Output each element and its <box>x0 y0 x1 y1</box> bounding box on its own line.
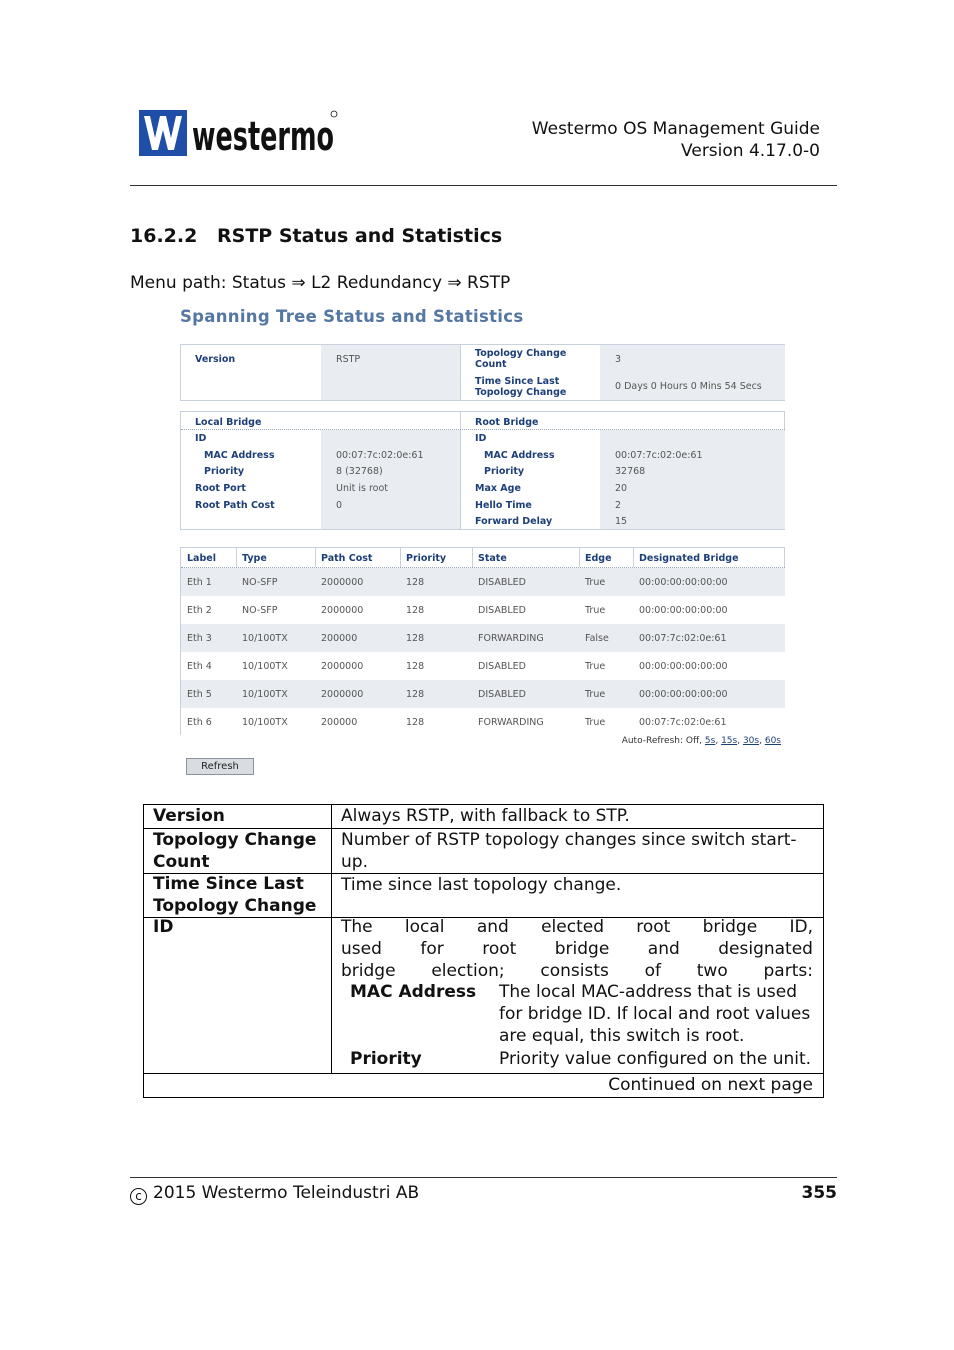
term-line: Time Since Last <box>153 874 304 894</box>
local-priority-value: 8 (32768) <box>336 466 383 477</box>
column-header: State <box>478 553 507 564</box>
auto-refresh-30s-link[interactable]: 30s <box>742 736 760 746</box>
column-header: Type <box>242 553 267 564</box>
menu-path: Menu path: Status ⇒ L2 Redundancy ⇒ RSTP <box>130 273 511 293</box>
table-cell: DISABLED <box>478 661 526 672</box>
auto-refresh-15s-link[interactable]: 15s <box>721 736 738 746</box>
table-cell: False <box>585 633 609 644</box>
description-table <box>143 804 824 1098</box>
time-since-label: Time Since Last Topology Change <box>475 376 567 398</box>
definition-line: are equal, this switch is root. <box>499 1026 745 1046</box>
column-header: Path Cost <box>321 553 373 564</box>
id-definition-line-1 <box>341 916 813 938</box>
table-cell: 128 <box>406 661 425 672</box>
column-header: Priority <box>406 553 447 564</box>
definition-word: of <box>644 961 661 981</box>
definition-line: for bridge ID. If local and root values <box>499 1004 811 1024</box>
header-divider <box>130 185 837 186</box>
table-cell: 2000000 <box>321 689 364 700</box>
table-cell: True <box>585 661 606 672</box>
definition-line: up. <box>341 852 368 872</box>
root-port-label: Root Port <box>195 483 246 494</box>
max-age-label: Max Age <box>475 483 521 494</box>
root-bridge-heading: Root Bridge <box>475 417 539 428</box>
table-cell: Eth 3 <box>187 633 212 644</box>
version-label: Version <box>195 354 236 365</box>
table-cell: 128 <box>406 605 425 616</box>
topology-change-count-term <box>153 829 316 873</box>
table-cell: DISABLED <box>478 605 526 616</box>
forward-delay-label: Forward Delay <box>475 516 553 527</box>
forward-delay-value: 15 <box>615 516 628 527</box>
guide-title: Westermo OS Management Guide <box>531 119 820 139</box>
definition-line: The local MAC-address that is used <box>499 982 798 1002</box>
westermo-logo <box>139 110 339 158</box>
document-header-title <box>532 118 820 162</box>
definition-word: designated <box>718 939 813 959</box>
root-mac-label: MAC Address <box>484 450 555 461</box>
table-cell: 200000 <box>321 633 358 644</box>
table-cell: 00:00:00:00:00:00 <box>639 689 728 700</box>
logo-wordmark: westermo <box>192 114 334 160</box>
hello-time-label: Hello Time <box>475 500 532 511</box>
root-priority-value: 32768 <box>615 466 646 477</box>
bridge-panel <box>180 411 785 530</box>
definition-word: two <box>696 961 728 981</box>
screenshot-title: Spanning Tree Status and Statistics <box>180 307 524 326</box>
root-path-cost-label: Root Path Cost <box>195 500 275 511</box>
root-port-value: Unit is root <box>336 483 389 494</box>
time-since-term <box>153 873 316 917</box>
table-cell: 00:00:00:00:00:00 <box>639 577 728 588</box>
priority-term: Priority <box>350 1049 422 1069</box>
table-cell: 200000 <box>321 717 358 728</box>
auto-refresh-label: Auto-Refresh: Off, <box>621 736 703 746</box>
hello-time-value: 2 <box>615 500 622 511</box>
column-header: Designated Bridge <box>639 553 739 564</box>
table-cell: 00:00:00:00:00:00 <box>639 605 728 616</box>
table-cell: 2000000 <box>321 577 364 588</box>
mac-address-definition <box>499 981 810 1047</box>
auto-refresh-60s-link[interactable]: 60s <box>764 736 781 746</box>
table-cell: NO-SFP <box>242 605 278 616</box>
definition-line: Number of RSTP topology changes since switch start- <box>341 830 797 850</box>
table-cell: 2000000 <box>321 661 364 672</box>
local-mac-label: MAC Address <box>204 450 275 461</box>
time-since-definition: Time since last topology change. <box>341 875 622 895</box>
continued-note: Continued on next page <box>608 1075 813 1095</box>
definition-word: bridge <box>554 939 610 959</box>
port-table <box>180 547 785 735</box>
refresh-button[interactable]: Refresh <box>186 758 254 775</box>
root-priority-label: Priority <box>484 466 525 477</box>
definition-word: bridge <box>341 961 396 981</box>
definition-word: bridge <box>702 917 758 937</box>
table-cell: FORWARDING <box>478 717 544 728</box>
definition-word: and <box>476 917 509 937</box>
table-cell: 10/100TX <box>242 689 288 700</box>
footer-divider <box>130 1177 837 1178</box>
topology-change-count-value: 3 <box>615 354 622 365</box>
local-bridge-heading: Local Bridge <box>195 417 262 428</box>
definition-word: and <box>647 939 680 959</box>
term-line: Topology Change <box>153 896 317 916</box>
term-line: Count <box>153 852 210 872</box>
footer-copyright <box>130 1183 419 1205</box>
guide-version: Version 4.17.0-0 <box>681 141 820 161</box>
root-path-cost-value: 0 <box>336 500 343 511</box>
table-cell: 2000000 <box>321 605 364 616</box>
table-cell: Eth 5 <box>187 689 212 700</box>
id-definition <box>341 916 813 982</box>
local-priority-label: Priority <box>204 466 245 477</box>
version-value: RSTP <box>336 354 361 365</box>
section-heading <box>130 225 502 247</box>
definition-word: used <box>341 939 382 959</box>
definition-word: local <box>404 917 445 937</box>
table-cell: 00:07:7c:02:0e:61 <box>639 717 727 728</box>
table-cell: 10/100TX <box>242 661 288 672</box>
table-cell: True <box>585 689 606 700</box>
id-definition-line-2 <box>341 938 813 960</box>
definition-word: elected <box>541 917 604 937</box>
table-cell: 128 <box>406 689 425 700</box>
definition-word: ID, <box>789 917 813 937</box>
page-number: 355 <box>801 1183 837 1203</box>
section-number: 16.2.2 <box>130 225 198 247</box>
table-cell: Eth 6 <box>187 717 212 728</box>
definition-word: parts: <box>763 961 813 981</box>
table-cell: True <box>585 717 606 728</box>
mac-address-term: MAC Address <box>350 982 477 1002</box>
definition-word: election; <box>431 961 505 981</box>
table-cell: FORWARDING <box>478 633 544 644</box>
column-header: Label <box>187 553 216 564</box>
copyright-text: 2015 Westermo Teleindustri AB <box>153 1183 420 1203</box>
term-line: Topology Change <box>153 830 317 850</box>
table-cell: Eth 1 <box>187 577 212 588</box>
table-cell: 128 <box>406 717 425 728</box>
table-cell: 00:07:7c:02:0e:61 <box>639 633 727 644</box>
version-definition: Always RSTP, with fallback to STP. <box>341 806 630 826</box>
table-cell: NO-SFP <box>242 577 278 588</box>
table-cell: 10/100TX <box>242 633 288 644</box>
copyright-icon: c <box>130 1188 147 1205</box>
table-cell: 128 <box>406 633 425 644</box>
definition-word: consists <box>540 961 609 981</box>
max-age-value: 20 <box>615 483 628 494</box>
root-id-label: ID <box>475 433 487 444</box>
auto-refresh-options: Auto-Refresh: Off, 5s, 15s, 30s, 60s <box>621 736 781 746</box>
table-cell: Eth 2 <box>187 605 212 616</box>
table-cell: DISABLED <box>478 577 526 588</box>
id-term: ID <box>153 917 174 937</box>
local-mac-value: 00:07:7c:02:0e:61 <box>336 450 424 461</box>
time-since-value: 0 Days 0 Hours 0 Mins 54 Secs <box>615 381 762 392</box>
definition-word: root <box>636 917 671 937</box>
root-mac-value: 00:07:7c:02:0e:61 <box>615 450 703 461</box>
table-cell: DISABLED <box>478 689 526 700</box>
definition-word: The <box>341 917 373 937</box>
priority-definition: Priority value configured on the unit. <box>499 1049 812 1069</box>
table-cell: 128 <box>406 577 425 588</box>
table-cell: Eth 4 <box>187 661 212 672</box>
section-title: RSTP Status and Statistics <box>217 225 503 247</box>
definition-word: for <box>420 939 444 959</box>
topology-change-count-definition <box>341 829 797 873</box>
table-cell: True <box>585 577 606 588</box>
definition-word: root <box>482 939 517 959</box>
table-cell: True <box>585 605 606 616</box>
topology-change-count-label: Topology Change Count <box>475 348 567 370</box>
auto-refresh-5s-link[interactable]: 5s <box>704 736 716 746</box>
table-cell: 10/100TX <box>242 717 288 728</box>
table-cell: 00:00:00:00:00:00 <box>639 661 728 672</box>
id-definition-line-3 <box>341 960 813 982</box>
local-id-label: ID <box>195 433 207 444</box>
summary-panel <box>180 344 785 401</box>
version-term: Version <box>153 806 225 826</box>
column-header: Edge <box>585 553 612 564</box>
